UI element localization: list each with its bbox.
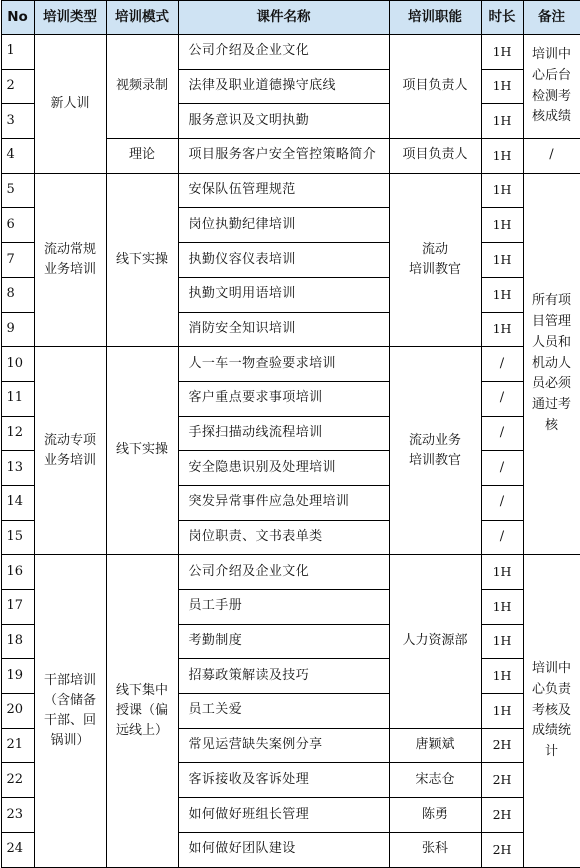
table-row [1, 173, 580, 208]
duration-cell: 2H [481, 832, 523, 867]
row-number: 15 [1, 520, 34, 555]
training-schedule-table [1, 0, 580, 868]
course-name-cell: 手探扫描动线流程培训 [178, 416, 389, 451]
course-name-cell: 客户重点要求事项培训 [178, 381, 389, 416]
course-name-cell: 考勤制度 [178, 624, 389, 659]
duration-cell: 2H [481, 763, 523, 798]
course-name-cell: 岗位职责、文书表单类 [178, 520, 389, 555]
training-role-cell: 项目负责人 [389, 139, 481, 174]
training-mode-cell: 线下实操 [106, 347, 178, 555]
training-role-cell: 流动业务 培训教官 [389, 347, 481, 555]
duration-cell: 1H [481, 208, 523, 243]
course-name-cell: 如何做好班组长管理 [178, 798, 389, 833]
duration-cell: 1H [481, 35, 523, 70]
duration-cell: 2H [481, 798, 523, 833]
course-name-cell: 消防安全知识培训 [178, 312, 389, 347]
duration-cell: 1H [481, 104, 523, 139]
row-number: 18 [1, 624, 34, 659]
header-note: 备注 [523, 1, 580, 35]
table-row [1, 35, 580, 70]
course-name-cell: 服务意识及文明执勤 [178, 104, 389, 139]
training-mode-cell: 线下集中 授课（偏 远线上） [106, 555, 178, 867]
training-role-cell: 陈勇 [389, 798, 481, 833]
duration-cell: 1H [481, 694, 523, 729]
course-name-cell: 执勤仪容仪表培训 [178, 243, 389, 278]
note-cell: / [523, 139, 580, 174]
training-role-cell: 项目负责人 [389, 35, 481, 139]
training-role-cell: 张科 [389, 832, 481, 867]
duration-cell: / [481, 347, 523, 382]
training-role-cell: 流动 培训教官 [389, 173, 481, 346]
row-number: 2 [1, 69, 34, 104]
row-number: 22 [1, 763, 34, 798]
training-mode-cell: 线下实操 [106, 173, 178, 346]
duration-cell: 1H [481, 243, 523, 278]
header-duration: 时长 [481, 1, 523, 35]
row-number: 8 [1, 277, 34, 312]
row-number: 7 [1, 243, 34, 278]
table-row [1, 555, 580, 590]
duration-cell: / [481, 416, 523, 451]
header-no: No [1, 1, 34, 35]
header-training-type: 培训类型 [34, 1, 106, 35]
course-name-cell: 执勤文明用语培训 [178, 277, 389, 312]
table-row [1, 347, 580, 382]
duration-cell: 1H [481, 659, 523, 694]
course-name-cell: 常见运营缺失案例分享 [178, 728, 389, 763]
duration-cell: / [481, 381, 523, 416]
training-role-cell: 宋志仓 [389, 763, 481, 798]
course-name-cell: 员工关爱 [178, 694, 389, 729]
row-number: 5 [1, 173, 34, 208]
duration-cell: 1H [481, 277, 523, 312]
course-name-cell: 公司介绍及企业文化 [178, 555, 389, 590]
note-cell: 所有项目管理人员和机动人员必须通过考核 [523, 173, 580, 555]
row-number: 1 [1, 35, 34, 70]
course-name-cell: 法律及职业道德操守底线 [178, 69, 389, 104]
row-number: 11 [1, 381, 34, 416]
course-name-cell: 安全隐患识别及处理培训 [178, 451, 389, 486]
training-type-cell: 流动专项 业务培训 [34, 347, 106, 555]
row-number: 9 [1, 312, 34, 347]
row-number: 19 [1, 659, 34, 694]
duration-cell: / [481, 485, 523, 520]
training-type-cell: 新人训 [34, 35, 106, 174]
training-role-cell: 唐颖斌 [389, 728, 481, 763]
duration-cell: 2H [481, 728, 523, 763]
training-role-cell: 人力资源部 [389, 555, 481, 728]
row-number: 10 [1, 347, 34, 382]
row-number: 20 [1, 694, 34, 729]
note-cell: 培训中心后台检测考核成绩 [523, 35, 580, 139]
row-number: 16 [1, 555, 34, 590]
course-name-cell: 员工手册 [178, 590, 389, 625]
header-training-mode: 培训模式 [106, 1, 178, 35]
course-name-cell: 安保队伍管理规范 [178, 173, 389, 208]
duration-cell: 1H [481, 69, 523, 104]
duration-cell: / [481, 451, 523, 486]
row-number: 17 [1, 590, 34, 625]
duration-cell: / [481, 520, 523, 555]
training-mode-cell: 视频录制 [106, 35, 178, 139]
table-header-row [1, 1, 580, 35]
header-course-name: 课件名称 [178, 1, 389, 35]
course-name-cell: 人一车一物查验要求培训 [178, 347, 389, 382]
training-type-cell: 流动常规 业务培训 [34, 173, 106, 346]
duration-cell: 1H [481, 312, 523, 347]
duration-cell: 1H [481, 624, 523, 659]
row-number: 21 [1, 728, 34, 763]
course-name-cell: 招募政策解读及技巧 [178, 659, 389, 694]
row-number: 3 [1, 104, 34, 139]
row-number: 24 [1, 832, 34, 867]
row-number: 12 [1, 416, 34, 451]
duration-cell: 1H [481, 139, 523, 174]
course-name-cell: 岗位执勤纪律培训 [178, 208, 389, 243]
course-name-cell: 项目服务客户安全管控策略简介 [178, 139, 389, 174]
course-name-cell: 客诉接收及客诉处理 [178, 763, 389, 798]
course-name-cell: 公司介绍及企业文化 [178, 35, 389, 70]
duration-cell: 1H [481, 590, 523, 625]
course-name-cell: 突发异常事件应急处理培训 [178, 485, 389, 520]
row-number: 13 [1, 451, 34, 486]
duration-cell: 1H [481, 173, 523, 208]
duration-cell: 1H [481, 555, 523, 590]
row-number: 14 [1, 485, 34, 520]
row-number: 23 [1, 798, 34, 833]
row-number: 4 [1, 139, 34, 174]
header-training-role: 培训职能 [389, 1, 481, 35]
note-cell: 培训中心负责考核及成绩统计 [523, 555, 580, 867]
training-mode-cell: 理论 [106, 139, 178, 174]
training-type-cell: 干部培训 （含储备 干部、回 锅训） [34, 555, 106, 867]
course-name-cell: 如何做好团队建设 [178, 832, 389, 867]
row-number: 6 [1, 208, 34, 243]
